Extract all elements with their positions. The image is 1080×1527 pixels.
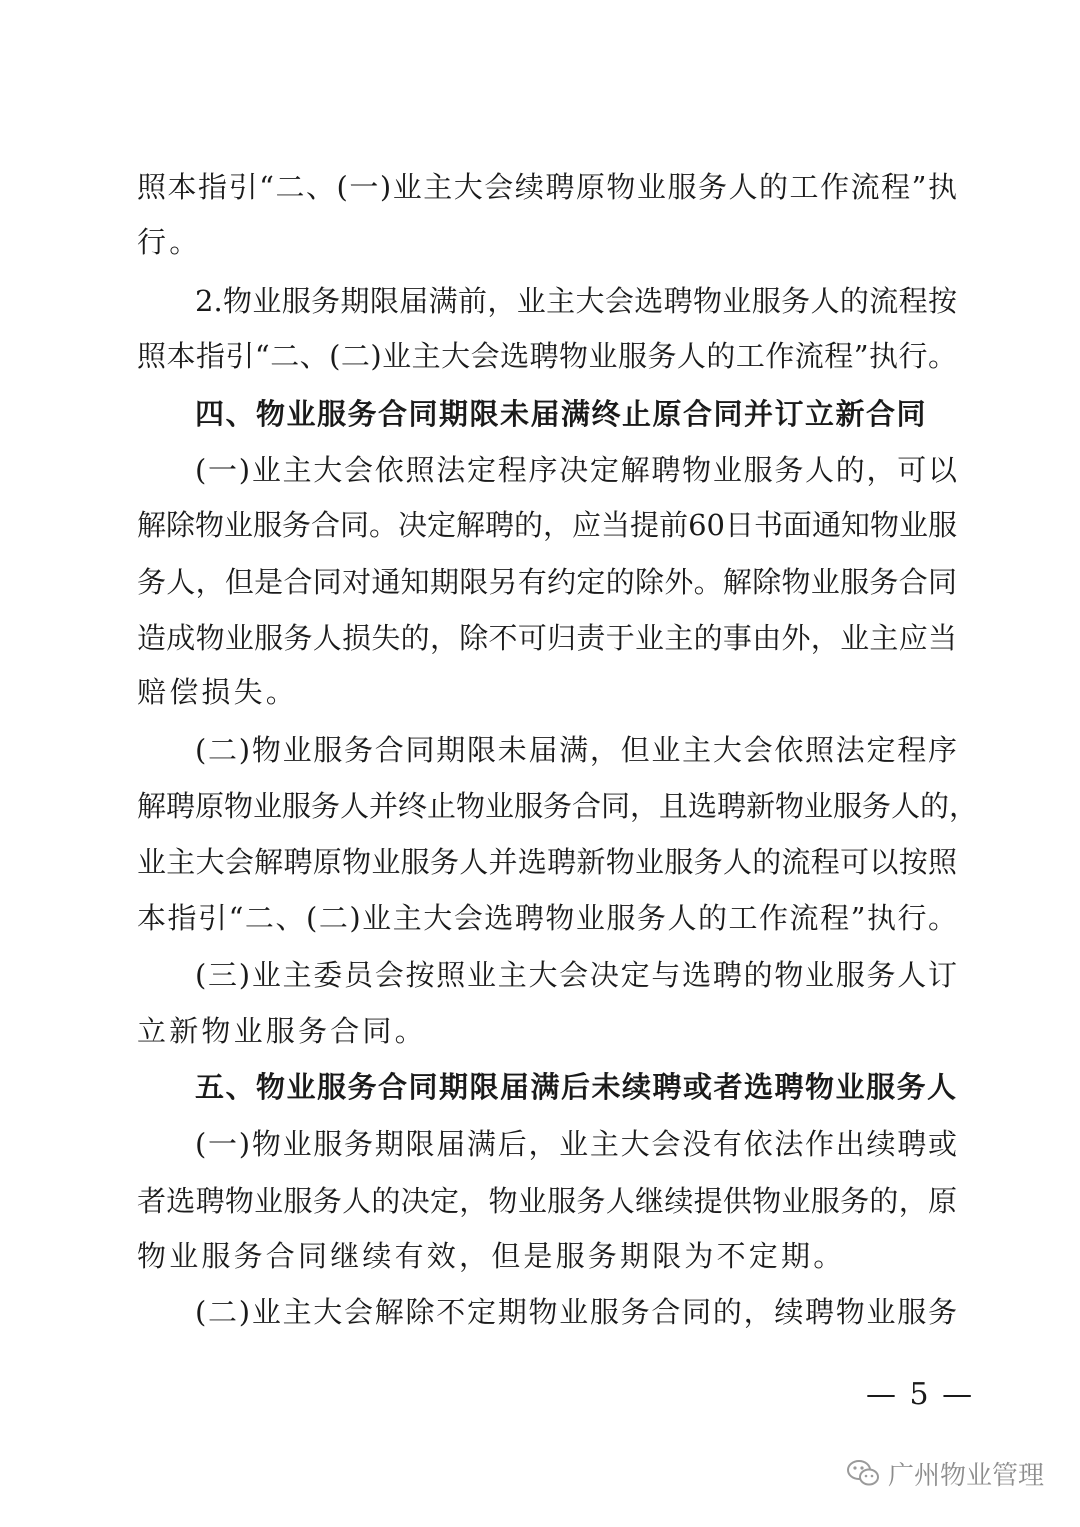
watermark <box>846 1453 1044 1493</box>
text-line: 行。 <box>137 225 202 259</box>
text-line: 务人，但是合同对通知期限另有约定的除外。解除物业服务合同 <box>137 565 957 599</box>
text-line: (二)业主大会解除不定期物业服务合同的，续聘物业服务 <box>195 1295 957 1329</box>
section-heading-4: 四、物业服务合同期限未届满终止原合同并订立新合同 <box>195 397 928 431</box>
page-number: — 5 — <box>866 1377 975 1412</box>
text-line: 解除物业服务合同。决定解聘的，应当提前60日书面通知物业服 <box>137 508 957 542</box>
section-heading-5: 五、物业服务合同期限届满后未续聘或者选聘物业服务人 <box>195 1070 958 1104</box>
text-line: 解聘原物业服务人并终止物业服务合同，且选聘新物业服务人的， <box>137 789 979 823</box>
text-line: 物业服务合同继续有效，但是服务期限为不定期。 <box>137 1239 846 1273</box>
text-line: 赔偿损失。 <box>137 675 299 709</box>
text-line: 2.物业服务期限届满前，业主大会选聘物业服务人的流程按 <box>195 284 957 318</box>
text-line: (三)业主委员会按照业主大会决定与选聘的物业服务人订 <box>195 958 957 992</box>
text-line: 立新物业服务合同。 <box>137 1014 427 1048</box>
wechat-icon <box>846 1458 880 1488</box>
text-line: (二)物业服务合同期限未届满，但业主大会依照法定程序 <box>195 733 957 767</box>
text-line: (一)物业服务期限届满后，业主大会没有依法作出续聘或 <box>195 1127 957 1161</box>
text-line: 本指引“二、(二)业主大会选聘物业服务人的工作流程”执行。 <box>137 901 957 935</box>
text-line: 业主大会解聘原物业服务人并选聘新物业服务人的流程可以按照 <box>137 845 957 879</box>
text-line: 照本指引“二、(二)业主大会选聘物业服务人的工作流程”执行。 <box>137 339 957 373</box>
text-line: 照本指引“二、(一)业主大会续聘原物业服务人的工作流程”执 <box>137 170 957 204</box>
text-line: (一)业主大会依照法定程序决定解聘物业服务人的，可以 <box>195 453 957 487</box>
text-line: 造成物业服务人损失的，除不可归责于业主的事由外，业主应当 <box>137 621 957 655</box>
watermark-label: 广州物业管理 <box>888 1460 1045 1491</box>
text-line: 者选聘物业服务人的决定，物业服务人继续提供物业服务的，原 <box>137 1184 957 1218</box>
